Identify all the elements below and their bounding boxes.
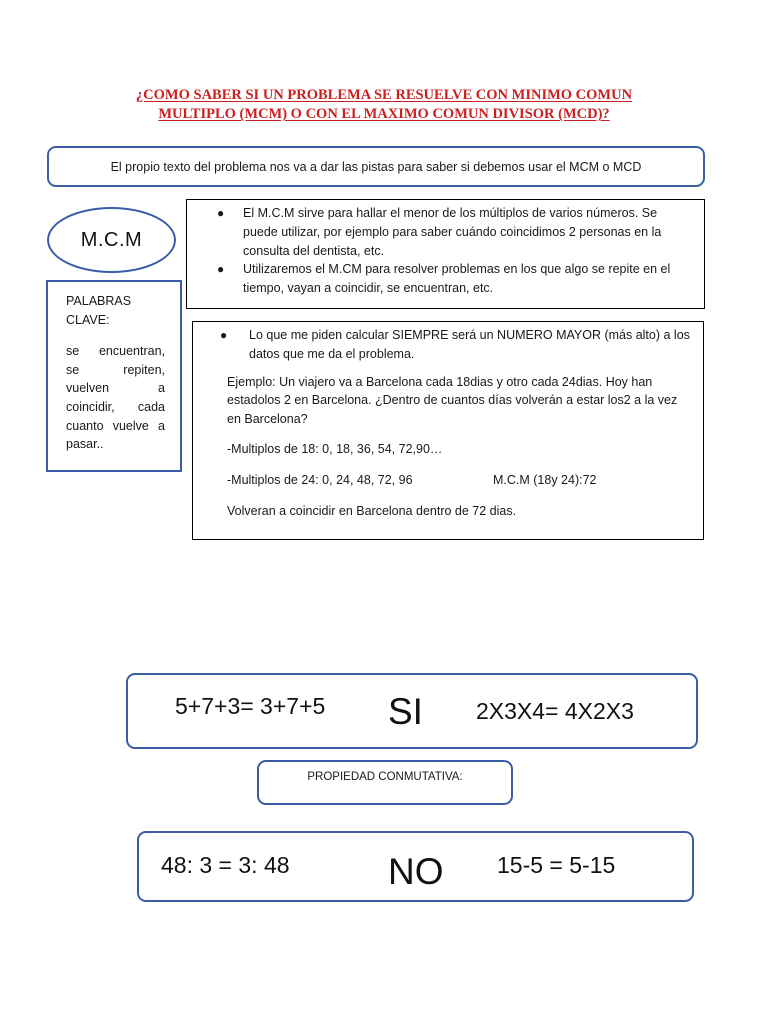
- definition-text: Utilizaremos el M.CM para resolver problemas en los que algo se repite en el tiempo, vayan a coincidir, se encuentran, etc.: [243, 262, 671, 296]
- bullet-icon: ●: [217, 262, 225, 277]
- definition-list: [204, 204, 694, 298]
- definition-box: [186, 199, 705, 309]
- multiples-18: -Multiplos de 18: 0, 18, 36, 54, 72,90…: [227, 441, 443, 456]
- property-label-box: [257, 760, 513, 805]
- title-line-1: ¿COMO SABER SI UN PROBLEMA SE RESUELVE CON MINIMO COMUN: [135, 87, 633, 103]
- bullet-icon: ●: [220, 328, 228, 342]
- title-line-2: MULTIPLO (MCM) O CON EL MAXIMO COMUN DIVISOR (MCD)?: [158, 106, 610, 122]
- addition-example: 5+7+3= 3+7+5: [175, 693, 326, 719]
- property-label: PROPIEDAD CONMUTATIVA:: [307, 771, 463, 783]
- multiplication-example: 2X3X4= 4X2X3: [476, 698, 634, 724]
- subtraction-example: 15-5 = 5-15: [497, 852, 616, 878]
- example-conclusion: Volveran a coincidir en Barcelona dentro de 72 dias.: [227, 503, 517, 518]
- definition-item: [204, 260, 694, 298]
- intro-box: [47, 146, 705, 187]
- mcm-oval: [47, 207, 176, 273]
- commutative-yes-box: [126, 673, 698, 749]
- mcm-result: M.C.M (18y 24):72: [493, 472, 597, 487]
- bullet-icon: ●: [217, 206, 225, 220]
- keywords-text: se encuentran, se repiten, vuelven a coincidir, cada cuanto vuelve a pasar..: [66, 344, 165, 452]
- division-example: 48: 3 = 3: 48: [161, 852, 290, 878]
- definition-text: El M.C.M sirve para hallar el menor de los múltiplos de varios números. Se puede utilizar, por ejemplo para saber cuándo coincidimos 2 personas en la consulta del dentista, etc.: [243, 206, 662, 258]
- no-verdict: NO: [388, 851, 444, 892]
- yes-verdict: SI: [388, 691, 423, 732]
- keywords-box: [46, 280, 182, 472]
- example-problem: Ejemplo: Un viajero va a Barcelona cada 18dias y otro cada 24dias. Hoy han estadolos 2 en Barcelona. ¿Dentro de cuantos días volverán a estar los2 a la vez en Barcelona?: [227, 374, 678, 427]
- example-bullet-item: [206, 326, 693, 364]
- page-title: [100, 86, 668, 124]
- commutative-no-box: [137, 831, 694, 902]
- mcm-label: M.C.M: [80, 228, 143, 251]
- example-box: [192, 321, 704, 540]
- intro-text: El propio texto del problema nos va a dar las pistas para saber si debemos usar el MCM o MCD: [110, 159, 642, 174]
- multiples-24: -Multiplos de 24: 0, 24, 48, 72, 96: [227, 472, 413, 487]
- multiples-24-row: [227, 471, 693, 490]
- keywords-title: PALABRAS CLAVE:: [66, 294, 132, 327]
- example-list: [206, 326, 693, 364]
- example-bullet-text: Lo que me piden calcular SIEMPRE será un NUMERO MAYOR (más alto) a los datos que me da el problema.: [249, 328, 690, 361]
- definition-item: [204, 204, 694, 260]
